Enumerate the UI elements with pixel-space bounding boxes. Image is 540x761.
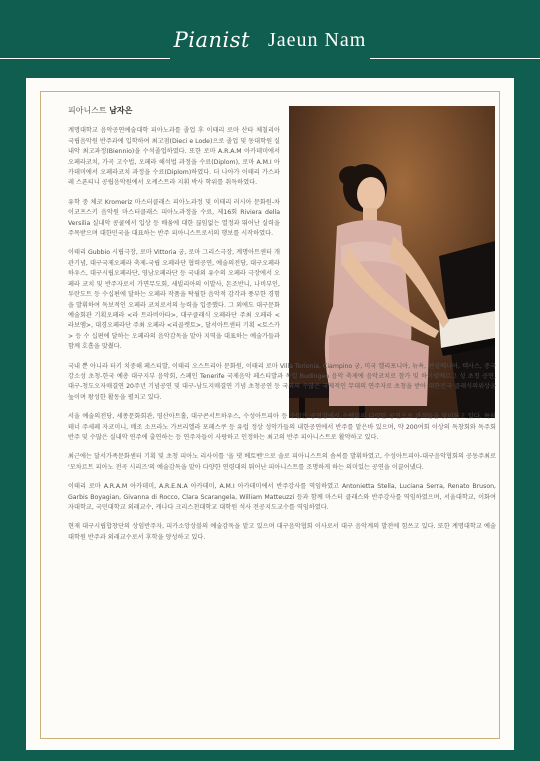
bio-title — [68, 106, 496, 116]
biography — [68, 104, 496, 552]
header-name: Jaeun Nam — [267, 28, 367, 51]
bio-paragraph-7: 이태리 로마 A.R.A.M 아카데미, A.R.E.N.A 아카데미, A.M.I 아카데미에서 반주강사를 역임하였고 Antonietta Stella, Luciana Serra, Renato Bruson, Garbis Boyagian, Givanna di Rocco, Clara Scarangela, William Matteuzzi 등과 함께 마스터 클래스와 반주강사를 역임하였으며, 서울대학교, 이화여자대학교, 국민대학교 외래교수, 캐나다 크리스천대학교 대학원 석사 전공지도교수를 역임하였다. — [68, 483, 496, 511]
bio-paragraph-5: 서울 예술의전당, 세종문화회관, 영산아트홀, 대구콘서트하우스, 수성아트피아 등 수많은 공연장에서 수백회의 다양한 공연으로 관객들을 맞이하고 있다. 특히 테너 주세페 자코미니, 메조 소프라노 가브리엘라 포페스쿠 등 유럽 정상 성악가들의 내한공연에서 반주를 맡은바 있으며, 약 200여회 이상의 독창회와 독주회 반주 및 수많은 실내악 연주에 출연하는 등 연주자들이 사랑하고 인정하는 최고의 반주 피아니스트로 활약하고 있다. — [68, 413, 496, 441]
bio-paragraph-6: 최근에는 달서가족문화센터 기획 및 초청 피아노 리사이틀 '올 댓 베토벤'으로 솔로 피아니스트의 솜씨를 발휘하였고, 수성아트피아-대구음악협회의 공동주최로 '모차르트 피아노 전곡 시리즈'의 예술감독을 맡아 다양한 연령대의 뛰어난 피아니스트를 조명하게 하는 의미있는 공연을 이끌어냈다. — [68, 453, 496, 471]
header — [0, 0, 540, 80]
bio-paragraph-2: 유학 중 체코 Kromeriz 마스터클래스 피아노과정 및 이태리 러시아 문화원-차이코프스키 음악원 마스터클래스 피아노과정을 수료, 제16회 Riviera della Versilia 실내악 콩쿨에서 입상 등 배움에 대한 끊임없는 열정과 뛰어난 실력을 주목받으며 대한민국을 대표하는 반주 피아니스트로서의 행보를 시작하였다. — [68, 198, 280, 238]
bio-paragraph-4: 국내 뿐 아니라 터키 치중해 페스티발, 이태리 오스트리아 문화원, 이태리 로마 Villa Torlonia, Ciampino 궁, 미국 캘리포니아, 뉴욕, 펜실베니아, 텍사스, 중국 강소성 초청-한국 예총 대구지부 음악회, 스페인 Tenerife 국제음악 페스티발과 독일 Budingen 음악 축제에 음악코치로 참가 및 하이델베르그 성 초청 공연, 대구-청도오자매결연 20주년 기념공연 및 대구-남도지매결연 기념 초청공연 등 국외의 수많은 국제적인 무대의 연주자로 초청을 받아 대한민국 클래식의위상을 높이며 왕성한 활동을 펼치고 있다. — [68, 362, 496, 401]
bio-name-ko: 남자은 — [109, 106, 133, 115]
bio-paragraph-8: 현재 대구시립합창단의 상임반주자, 피카소앙상블의 예술감독을 맡고 있으며 대구음악협회 이사로서 대구 음악계의 발전에 힘쓰고 있다. 또한 계명대학교 예술대학원 반주과 외래교수로서 후학을 양성하고 있다. — [68, 523, 496, 541]
bio-paragraph-3: 이태리 Gubbio 시립극장, 로마 Vittoria 궁, 로마 그리스극장, 계명아트센터 개관기념, 대구국제오페라 축제-국립 오페라단 협력공연, 예술의전당, 대구오페라하우스, 대구시립오페라단, 영남오페라단 등 국내외 유수의 오페라 극장에서 오페라 코치 및 반주자로서 가면무도회, 세빌리아의 이발사, 돈조반니, 나비부인, 투란도트 등 수십편에 달하는 오페라 작품을 탁월한 음악적 감각과 풍부한 경험을 발휘하여 독보적인 오페라 코치로서의 능력을 입증했다. 그 외에도 대구문화예술회관 기획오페라 <라 트라비아타>, 대구클래식 오페라단 주최 오페라 <라보엠>, 대경오페라단 주최 오페라 <리골렛토>, 달서아트센터 기획 <토스카> 등 수 십편에 달하는 오페라의 음악감독을 맡아 지역을 대표하는 예술가들과 함께 호흡을 맞췄다. — [68, 249, 280, 351]
bio-paragraph-1: 계명대학교 음악공연예술대학 피아노과를 졸업 후 이태리 로마 산타 체칠리아 국립음악원 반주과에 입학하여 최고점(Dieci e Lode)으로 졸업 및 동대학원 실내악 최고과정(Biennio)을 수석졸업하였다. 또한 로마 A.R.A.M 아카데미에서 오페라코치, 가곡 고수법, 오페라 해석법 과정을 수료(Diplom), 로마 A.M.I 아카데미에서 오페라코치 과정을 수료(Diplom)하였다. 더 나아가 이태리 가스파레 스폰티니 공립음악원에서 오케스트라 지휘 박사 학위를 취득하였다. — [68, 127, 281, 187]
header-line-right — [370, 58, 540, 59]
bio-role: 피아니스트 — [68, 106, 107, 115]
header-line-left — [0, 58, 170, 59]
header-pianist-script: Pianist — [173, 28, 250, 52]
